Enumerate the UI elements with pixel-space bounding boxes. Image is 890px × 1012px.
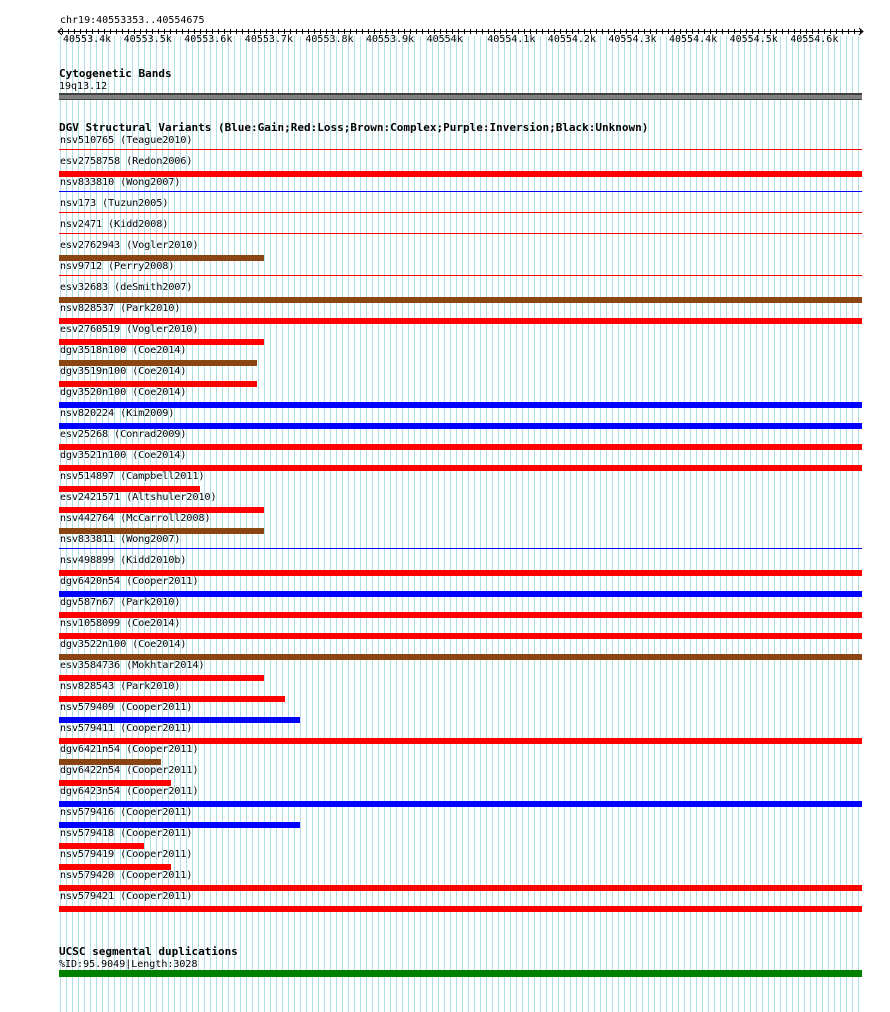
ruler-tick-label: 40553.5k <box>123 34 172 45</box>
variant-feature[interactable] <box>59 275 862 276</box>
variant-label: nsv510765 (Teague2010) <box>60 135 193 146</box>
cytoband-bar[interactable] <box>59 93 862 100</box>
variant-label: esv2758758 (Redon2006) <box>60 156 193 167</box>
variant-label: nsv579416 (Cooper2011) <box>60 807 193 818</box>
variant-label: dgv6421n54 (Cooper2011) <box>60 744 199 755</box>
variant-label: dgv3519n100 (Coe2014) <box>60 366 187 377</box>
variant-feature[interactable] <box>59 402 862 408</box>
variant-label: esv32683 (deSmith2007) <box>60 282 193 293</box>
segdup-track-title: UCSC segmental duplications <box>59 945 238 958</box>
variant-label: nsv442764 (McCarroll2008) <box>60 513 211 524</box>
variant-label: nsv514897 (Campbell2011) <box>60 471 205 482</box>
variant-label: nsv498899 (Kidd2010b) <box>60 555 187 566</box>
ruler-tick-label: 40554.6k <box>790 34 839 45</box>
variant-label: nsv9712 (Perry2008) <box>60 261 175 272</box>
variant-label: esv2760519 (Vogler2010) <box>60 324 199 335</box>
variant-label: nsv833811 (Wong2007) <box>60 534 181 545</box>
ruler-tick-label: 40553.8k <box>305 34 354 45</box>
cytoband-label: 19q13.12 <box>59 81 108 92</box>
variant-feature[interactable] <box>59 233 862 234</box>
variant-label: esv2762943 (Vogler2010) <box>60 240 199 251</box>
variant-label: nsv579419 (Cooper2011) <box>60 849 193 860</box>
variant-label: dgv3518n100 (Coe2014) <box>60 345 187 356</box>
variant-label: nsv579409 (Cooper2011) <box>60 702 193 713</box>
variant-feature[interactable] <box>59 149 862 150</box>
variant-label: dgv6420n54 (Cooper2011) <box>60 576 199 587</box>
variant-label: dgv6422n54 (Cooper2011) <box>60 765 199 776</box>
variant-label: nsv833810 (Wong2007) <box>60 177 181 188</box>
ruler-tick-label: 40553.7k <box>244 34 293 45</box>
ruler-tick-label: 40554.3k <box>608 34 657 45</box>
cytoband-track-title: Cytogenetic Bands <box>59 67 172 80</box>
variant-label: dgv587n67 (Park2010) <box>60 597 181 608</box>
variant-label: esv2421571 (Altshuler2010) <box>60 492 217 503</box>
variant-label: nsv579421 (Cooper2011) <box>60 891 193 902</box>
variant-feature[interactable] <box>59 548 862 549</box>
variant-label: nsv579411 (Cooper2011) <box>60 723 193 734</box>
dgv-track-title: DGV Structural Variants (Blue:Gain;Red:Loss;Brown:Complex;Purple:Inversion;Black:Unknown) <box>59 121 649 134</box>
variant-label: nsv820224 (Kim2009) <box>60 408 175 419</box>
ruler-tick-label: 40554.2k <box>547 34 596 45</box>
variant-label: nsv828543 (Park2010) <box>60 681 181 692</box>
segdup-label: %ID:95.9049|Length:3028 <box>59 959 198 970</box>
variant-label: dgv3522n100 (Coe2014) <box>60 639 187 650</box>
ruler-tick-label: 40554k <box>426 34 463 45</box>
variant-label: nsv579418 (Cooper2011) <box>60 828 193 839</box>
ruler-tick-label: 40554.4k <box>669 34 718 45</box>
variant-feature[interactable] <box>59 212 862 213</box>
variant-label: esv3584736 (Mokhtar2014) <box>60 660 205 671</box>
variant-label: nsv2471 (Kidd2008) <box>60 219 169 230</box>
variant-feature[interactable] <box>59 191 862 192</box>
variant-label: nsv579420 (Cooper2011) <box>60 870 193 881</box>
ruler-tick-label: 40554.5k <box>729 34 778 45</box>
variant-label: dgv3521n100 (Coe2014) <box>60 450 187 461</box>
variant-feature[interactable] <box>59 906 862 912</box>
ruler-tick-label: 40554.1k <box>487 34 536 45</box>
variant-label: nsv1058099 (Coe2014) <box>60 618 181 629</box>
ruler-tick-label: 40553.4k <box>63 34 112 45</box>
ruler-tick-label: 40553.9k <box>366 34 415 45</box>
variant-label: dgv6423n54 (Cooper2011) <box>60 786 199 797</box>
ruler-tick-label: 40553.6k <box>184 34 233 45</box>
variant-label: dgv3520n100 (Coe2014) <box>60 387 187 398</box>
variant-label: nsv828537 (Park2010) <box>60 303 181 314</box>
segdup-bar[interactable] <box>59 970 862 977</box>
variant-label: esv25268 (Conrad2009) <box>60 429 187 440</box>
ruler-coordinates: chr19:40553353..40554675 <box>60 15 205 26</box>
variant-label: nsv173 (Tuzun2005) <box>60 198 169 209</box>
